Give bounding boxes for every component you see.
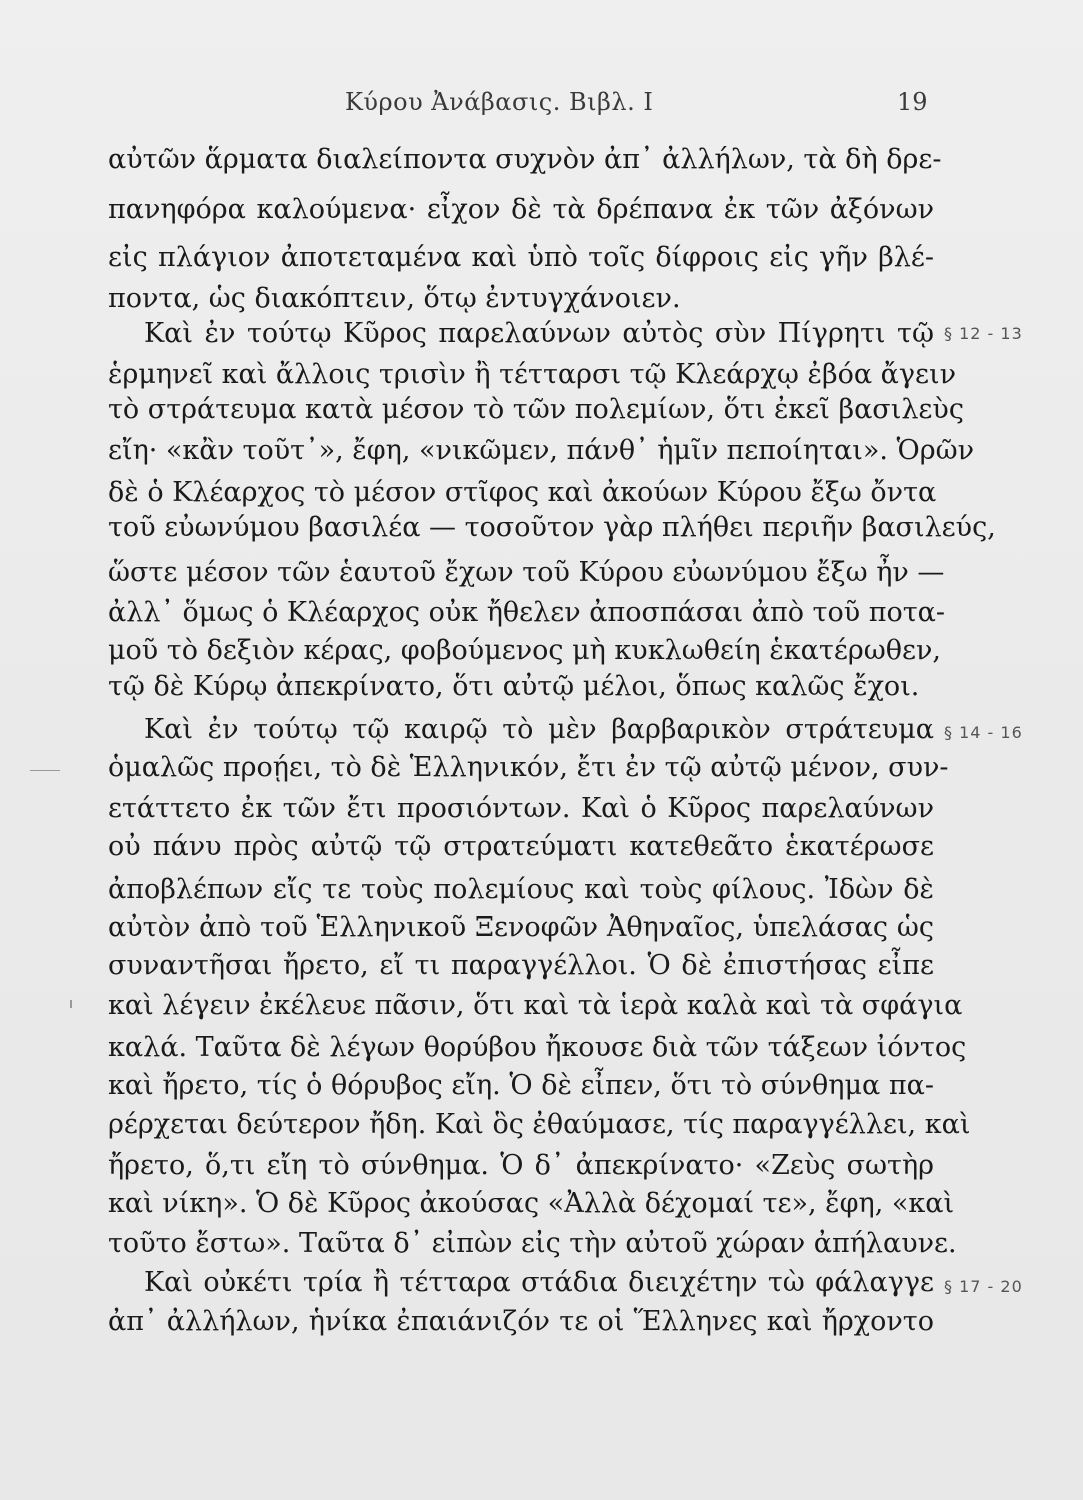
text-line: οὐ πάνυ πρὸς αὐτῷ τῷ στρατεύματι κατεθεᾶτο ἑκατέρωσε: [108, 831, 934, 862]
text-line: ετάττετο ἐκ τῶν ἔτι προσιόντων. Καὶ ὁ Κῦρος παρελαύνων: [108, 793, 934, 824]
stray-mark: [30, 770, 60, 771]
margin-section-note: § 14 - 16: [944, 723, 1023, 742]
text-line: ἀπ᾽ ἀλλήλων, ἡνίκα ἐπαιάνιζόν τε οἱ Ἕλληνες καὶ ἤρχοντο: [108, 1306, 934, 1337]
text-line: ἀποβλέπων εἴς τε τοὺς πολεμίους καὶ τοὺς φίλους. Ἰδὼν δὲ: [108, 874, 934, 905]
text-line: πανηφόρα καλούμενα· εἶχον δὲ τὰ δρέπανα ἐκ τῶν ἀξόνων: [108, 194, 934, 225]
text-line: καὶ λέγειν ἐκέλευε πᾶσιν, ὅτι καὶ τὰ ἱερὰ καλὰ καὶ τὰ σφάγια: [108, 990, 963, 1021]
text-line: δὲ ὁ Κλέαρχος τὸ μέσον στῖφος καὶ ἀκούων Κύρου ἔξω ὄντα: [108, 477, 937, 508]
text-line: ὁμαλῶς προῄει, τὸ δὲ Ἑλληνικόν, ἔτι ἐν τῷ αὐτῷ μένον, συν-: [108, 752, 949, 783]
stray-mark: [70, 1000, 72, 1008]
text-line: εἴη· «κἂν τοῦτ᾽», ἔφη, «νικῶμεν, πάνθ᾽ ἡμῖν πεποίηται». Ὁρῶν: [108, 435, 975, 466]
text-line: ἤρετο, ὅ,τι εἴη τὸ σύνθημα. Ὁ δ᾽ ἀπεκρίνατο· «Ζεὺς σωτὴρ: [108, 1150, 934, 1181]
text-line: ποντα, ὡς διακόπτειν, ὅτῳ ἐντυγχάνοιεν.: [108, 283, 681, 314]
text-line: εἰς πλάγιον ἀποτεταμένα καὶ ὑπὸ τοῖς δίφροις εἰς γῆν βλέ-: [108, 242, 934, 273]
text-line: αὐτὸν ἀπὸ τοῦ Ἑλληνικοῦ Ξενοφῶν Ἀθηναῖος, ὑπελάσας ὡς: [108, 912, 934, 943]
text-line: μοῦ τὸ δεξιὸν κέρας, φοβούμενος μὴ κυκλωθείη ἑκατέρωθεν,: [108, 635, 941, 666]
page-number: 19: [897, 88, 928, 116]
running-header: [0, 84, 1083, 124]
text-line: τοῦ εὐωνύμου βασιλέα — τοσοῦτον γὰρ πλήθει περιῆν βασιλεύς,: [108, 512, 996, 543]
text-line: καὶ νίκη». Ὁ δὲ Κῦρος ἀκούσας «Ἀλλὰ δέχομαί τε», ἔφη, «καὶ: [108, 1188, 955, 1219]
text-line: Καὶ ἐν τούτῳ τῷ καιρῷ τὸ μὲν βαρβαρικὸν στράτευμα: [144, 714, 934, 745]
text-line: τοῦτο ἔστω». Ταῦτα δ᾽ εἰπὼν εἰς τὴν αὐτοῦ χώραν ἀπήλαυνε.: [108, 1228, 957, 1259]
text-line: συναντῆσαι ἤρετο, εἴ τι παραγγέλλοι. Ὁ δὲ ἐπιστήσας εἶπε: [108, 950, 934, 981]
text-line: καλά. Ταῦτα δὲ λέγων θορύβου ἤκουσε διὰ τῶν τάξεων ἰόντος: [108, 1032, 967, 1063]
margin-section-note: § 12 - 13: [944, 324, 1023, 343]
header-title: Κύρου Ἀνάβασις. Βιβλ. Ι: [345, 88, 654, 116]
text-line: τὸ στράτευμα κατὰ μέσον τὸ τῶν πολεμίων, ὅτι ἐκεῖ βασιλεὺς: [108, 394, 964, 425]
text-line: ὥστε μέσον τῶν ἑαυτοῦ ἔχων τοῦ Κύρου εὐωνύμου ἔξω ἦν —: [108, 557, 945, 588]
text-line: καὶ ἤρετο, τίς ὁ θόρυβος εἴη. Ὁ δὲ εἶπεν, ὅτι τὸ σύνθημα πα-: [108, 1070, 934, 1101]
text-line: ρέρχεται δεύτερον ἤδη. Καὶ ὃς ἐθαύμασε, τίς παραγγέλλει, καὶ: [108, 1109, 971, 1140]
text-line: τῷ δὲ Κύρῳ ἀπεκρίνατο, ὅτι αὐτῷ μέλοι, ὅπως καλῶς ἔχοι.: [108, 671, 920, 702]
margin-section-note: § 17 - 20: [944, 1277, 1023, 1296]
text-line: αὐτῶν ἅρματα διαλείποντα συχνὸν ἀπ᾽ ἀλλήλων, τὰ δὴ δρε-: [108, 144, 942, 175]
text-line: ἑρμηνεῖ καὶ ἄλλοις τρισὶν ἢ τέτταρσι τῷ Κλεάρχῳ ἐβόα ἄγειν: [108, 359, 957, 390]
text-line: ἀλλ᾽ ὅμως ὁ Κλέαρχος οὐκ ἤθελεν ἀποσπάσαι ἀπὸ τοῦ ποτα-: [108, 597, 946, 628]
text-line: Καὶ οὐκέτι τρία ἢ τέτταρα στάδια διειχέτην τὼ φάλαγγε: [144, 1267, 934, 1298]
text-line: Καὶ ἐν τούτῳ Κῦρος παρελαύνων αὐτὸς σὺν Πίγρητι τῷ: [144, 318, 934, 349]
